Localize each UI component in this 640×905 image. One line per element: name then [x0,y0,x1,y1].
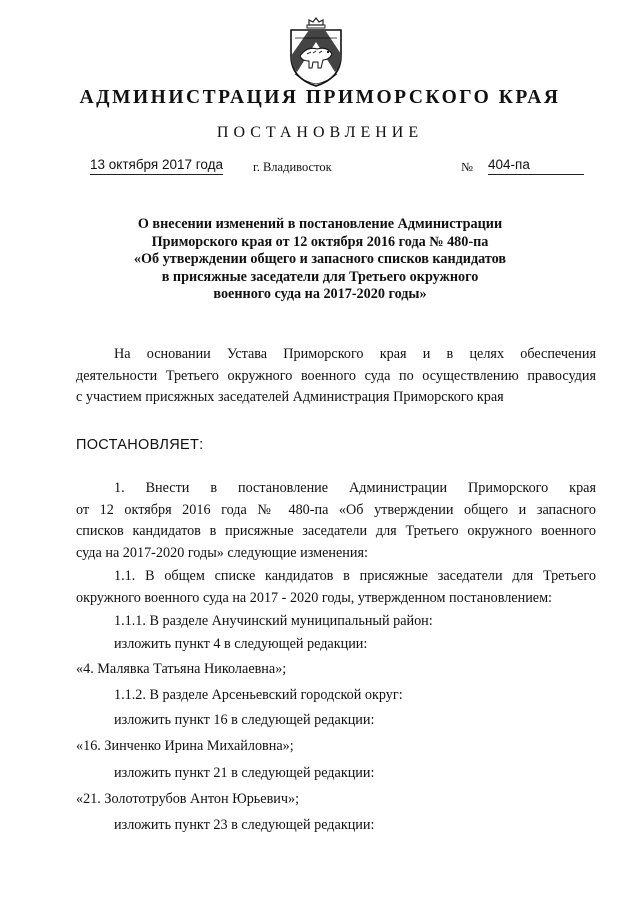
item-1-line: от 12 октября 2016 года № 480-па «Об утверждении общего и запасного [76,501,596,518]
document-date: 13 октября 2017 года [90,157,223,175]
item-1-1-paragraph [76,566,596,609]
item-1-line: суда на 2017-2020 годы» следующие изменения: [76,544,368,561]
coat-of-arms-icon [285,16,347,88]
body-line: «16. Зинченко Ирина Михайловна»; [76,738,294,754]
body-line: изложить пункт 23 в следующей редакции: [114,817,375,833]
document-number: 404-па [488,157,584,175]
item-1-line: списков кандидатов в присяжные заседатели для Третьего окружного военного [76,523,596,539]
preamble-line: деятельности Третьего окружного военного суда по осуществлению правосудия [76,367,596,384]
body-line: 1.1.2. В разделе Арсеньевский городской округ: [114,687,403,703]
title-line: «Об утверждении общего и запасного списков кандидатов [133,251,507,267]
title-line: Приморского края от 12 октября 2016 года № 480-па [151,233,489,250]
title-line: О внесении изменений в постановление Администрации [137,216,503,232]
organization-name: АДМИНИСТРАЦИЯ ПРИМОРСКОГО КРАЯ [79,87,561,108]
body-line: изложить пункт 21 в следующей редакции: [114,765,375,781]
preamble-line: с участием присяжных заседателей Администрация Приморского края [76,389,504,405]
body-line: 1.1.1. В разделе Анучинский муниципальный район: [114,613,433,629]
preamble-line: На основании Устава Приморского края и в целях обеспечения [114,346,596,362]
document-title [120,216,520,304]
preamble-paragraph [76,344,596,409]
title-line: в присяжные заседатели для Третьего окружного [161,268,479,285]
item-1-line: 1. Внести в постановление Администрации Приморского края [114,480,596,496]
number-sign: № [461,160,473,174]
resolves-heading: ПОСТАНОВЛЯЕТ: [76,437,204,453]
title-line: военного суда на 2017-2020 годы» [213,286,427,302]
item-1-1-line: 1.1. В общем списке кандидатов в присяжные заседатели для Третьего [114,568,596,584]
document-city: г. Владивосток [253,160,332,174]
body-line: изложить пункт 4 в следующей редакции: [114,636,368,652]
body-line: изложить пункт 16 в следующей редакции: [114,712,375,728]
item-1-1-line: окружного военного суда на 2017 - 2020 годы, утвержденном постановлением: [76,589,552,606]
body-line: «4. Малявка Татьяна Николаевна»; [76,661,287,677]
item-1-paragraph [76,478,596,564]
body-line: «21. Золототрубов Антон Юрьевич»; [76,791,300,807]
document-type: ПОСТАНОВЛЕНИЕ [216,124,424,141]
